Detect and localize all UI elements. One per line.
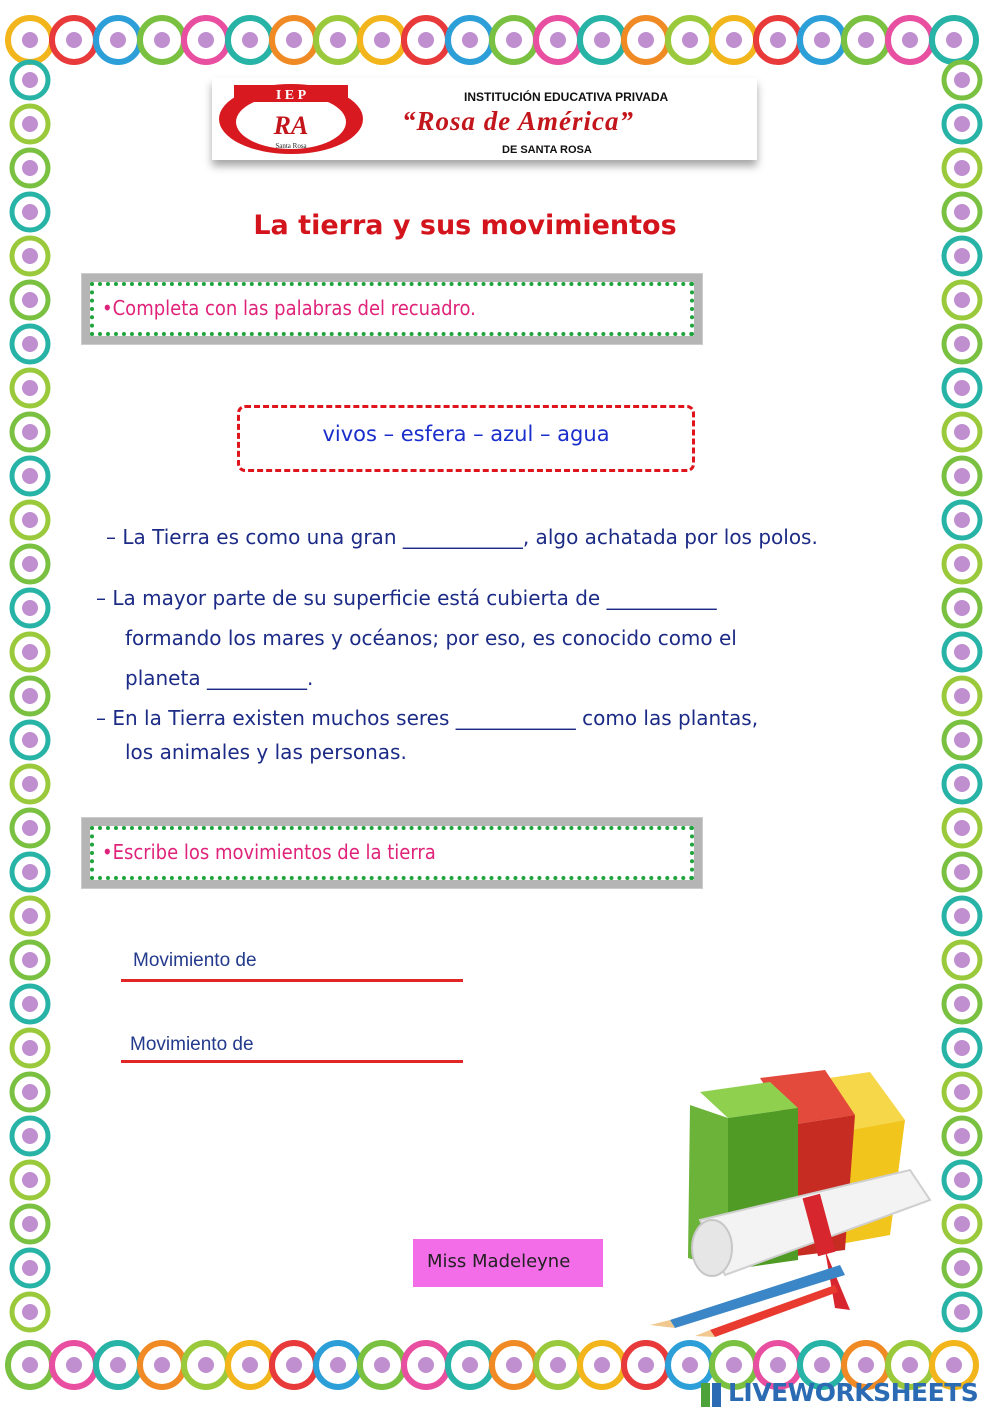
- instruction-box-2: [82, 818, 702, 888]
- word-bank-text: vivos – esfera – azul – agua: [322, 422, 610, 446]
- border-dot: [594, 32, 610, 48]
- border-dot: [22, 160, 38, 176]
- border-dot: [66, 1357, 82, 1373]
- border-dot: [946, 1357, 962, 1373]
- border-dot: [954, 776, 970, 792]
- border-dot: [22, 380, 38, 396]
- border-dot: [954, 424, 970, 440]
- border-dot: [22, 248, 38, 264]
- border-dot: [954, 248, 970, 264]
- border-dot: [22, 688, 38, 704]
- border-dot: [954, 1304, 970, 1320]
- border-dot: [330, 1357, 346, 1373]
- border-dot: [242, 1357, 258, 1373]
- institution-location: DE SANTA ROSA: [502, 144, 592, 156]
- institution-type: INSTITUCIÓN EDUCATIVA PRIVADA: [464, 90, 669, 104]
- border-dot: [22, 776, 38, 792]
- border-dot: [954, 1128, 970, 1144]
- worksheet-title: La tierra y sus movimientos: [253, 210, 677, 241]
- movement-answer-line-1[interactable]: [121, 979, 463, 982]
- movement-answer-line-2[interactable]: [121, 1060, 463, 1063]
- border-dot: [22, 556, 38, 572]
- border-dot: [954, 952, 970, 968]
- border-dot: [374, 1357, 390, 1373]
- books-and-diploma-illustration: [640, 1060, 940, 1350]
- border-dot: [418, 1357, 434, 1373]
- border-dot: [954, 512, 970, 528]
- border-dot: [954, 644, 970, 660]
- border-dot: [954, 996, 970, 1012]
- border-dot: [374, 32, 390, 48]
- instruction-box-1: [82, 274, 702, 344]
- border-dot: [22, 864, 38, 880]
- movement-label-2: Movimiento de: [130, 1034, 254, 1055]
- border-dot: [22, 336, 38, 352]
- border-dot: [22, 996, 38, 1012]
- border-dot: [954, 292, 970, 308]
- border-dot: [954, 864, 970, 880]
- border-dot: [462, 32, 478, 48]
- sentence-2-line-1: – La mayor parte de su superficie está cubierta de ___________: [96, 586, 717, 610]
- border-dot: [550, 32, 566, 48]
- sentence-2-line-2: formando los mares y océanos; por eso, es conocido como el: [125, 626, 737, 650]
- border-dot: [770, 1357, 786, 1373]
- border-dot: [902, 32, 918, 48]
- border-dot: [726, 1357, 742, 1373]
- border-dot: [22, 1040, 38, 1056]
- liveworksheets-brand[interactable]: [700, 1376, 1000, 1412]
- instruction-text-2: •Escribe los movimientos de la tierra: [102, 840, 436, 864]
- border-dot: [594, 1357, 610, 1373]
- border-dot: [506, 1357, 522, 1373]
- border-dot: [954, 336, 970, 352]
- instruction-text-1: •Completa con las palabras del recuadro.: [102, 296, 476, 320]
- institution-name: “Rosa de América”: [402, 106, 634, 136]
- border-dot: [22, 1216, 38, 1232]
- border-dot: [550, 1357, 566, 1373]
- liveworksheets-logo-icon: [700, 1382, 722, 1408]
- border-dot: [22, 820, 38, 836]
- border-dot: [954, 1216, 970, 1232]
- border-dot: [418, 32, 434, 48]
- border-dot: [66, 32, 82, 48]
- crest-center-text: RA: [273, 111, 309, 140]
- border-dot: [682, 1357, 698, 1373]
- border-dot: [22, 1357, 38, 1373]
- border-dot: [22, 1172, 38, 1188]
- sentence-2-line-3: planeta __________.: [125, 666, 314, 690]
- border-dot: [22, 1260, 38, 1276]
- border-dot: [22, 32, 38, 48]
- border-dot: [22, 468, 38, 484]
- border-dot: [22, 512, 38, 528]
- border-dot: [330, 32, 346, 48]
- crest-bottom-text: Santa Rosa: [275, 142, 307, 150]
- border-dot: [22, 600, 38, 616]
- border-dot: [22, 1084, 38, 1100]
- border-dot: [110, 32, 126, 48]
- border-dot: [954, 556, 970, 572]
- border-dot: [154, 1357, 170, 1373]
- border-dot: [110, 1357, 126, 1373]
- border-dot: [22, 732, 38, 748]
- border-dot: [22, 424, 38, 440]
- border-dot: [638, 1357, 654, 1373]
- border-dot: [22, 908, 38, 924]
- school-crest-icon: [216, 82, 366, 156]
- border-dot: [198, 1357, 214, 1373]
- border-dot: [954, 1172, 970, 1188]
- teacher-name: Miss Madeleyne: [427, 1251, 571, 1272]
- border-dot: [154, 32, 170, 48]
- border-dot: [954, 600, 970, 616]
- border-dot: [22, 292, 38, 308]
- border-dot: [954, 908, 970, 924]
- border-dot: [22, 72, 38, 88]
- border-dot: [198, 32, 214, 48]
- border-dot: [954, 688, 970, 704]
- school-header-logo: [212, 78, 757, 160]
- border-dot: [286, 1357, 302, 1373]
- sentence-3-line-2: los animales y las personas.: [125, 740, 407, 764]
- border-dot: [462, 1357, 478, 1373]
- border-dot: [954, 468, 970, 484]
- teacher-name-badge: [413, 1239, 603, 1287]
- border-dot: [954, 732, 970, 748]
- word-bank-box: [237, 405, 695, 472]
- border-dot: [954, 1084, 970, 1100]
- border-dot: [954, 160, 970, 176]
- border-dot: [22, 1128, 38, 1144]
- border-dot: [946, 32, 962, 48]
- border-dot: [954, 204, 970, 220]
- border-dot: [954, 380, 970, 396]
- border-dot: [770, 32, 786, 48]
- border-dot: [954, 72, 970, 88]
- border-dot: [682, 32, 698, 48]
- border-dot: [638, 32, 654, 48]
- border-dot: [858, 1357, 874, 1373]
- border-dot: [22, 644, 38, 660]
- border-dot: [286, 32, 302, 48]
- border-dot: [814, 1357, 830, 1373]
- sentence-1: – La Tierra es como una gran ____________, algo achatada por los polos.: [106, 525, 818, 549]
- border-dot: [814, 32, 830, 48]
- border-dot: [858, 32, 874, 48]
- border-dot: [954, 116, 970, 132]
- border-dot: [22, 1304, 38, 1320]
- movement-label-1: Movimiento de: [133, 950, 257, 971]
- border-dot: [506, 32, 522, 48]
- border-dot: [22, 952, 38, 968]
- sentence-3-line-1: – En la Tierra existen muchos seres ____________ como las plantas,: [96, 706, 759, 730]
- border-dot: [954, 820, 970, 836]
- border-dot: [242, 32, 258, 48]
- border-dot: [726, 32, 742, 48]
- crest-top-text: I E P: [275, 88, 307, 103]
- border-dot: [954, 1260, 970, 1276]
- brand-text: LIVEWORKSHEETS: [728, 1378, 979, 1407]
- border-dot: [902, 1357, 918, 1373]
- border-dot: [954, 1040, 970, 1056]
- border-dot: [22, 116, 38, 132]
